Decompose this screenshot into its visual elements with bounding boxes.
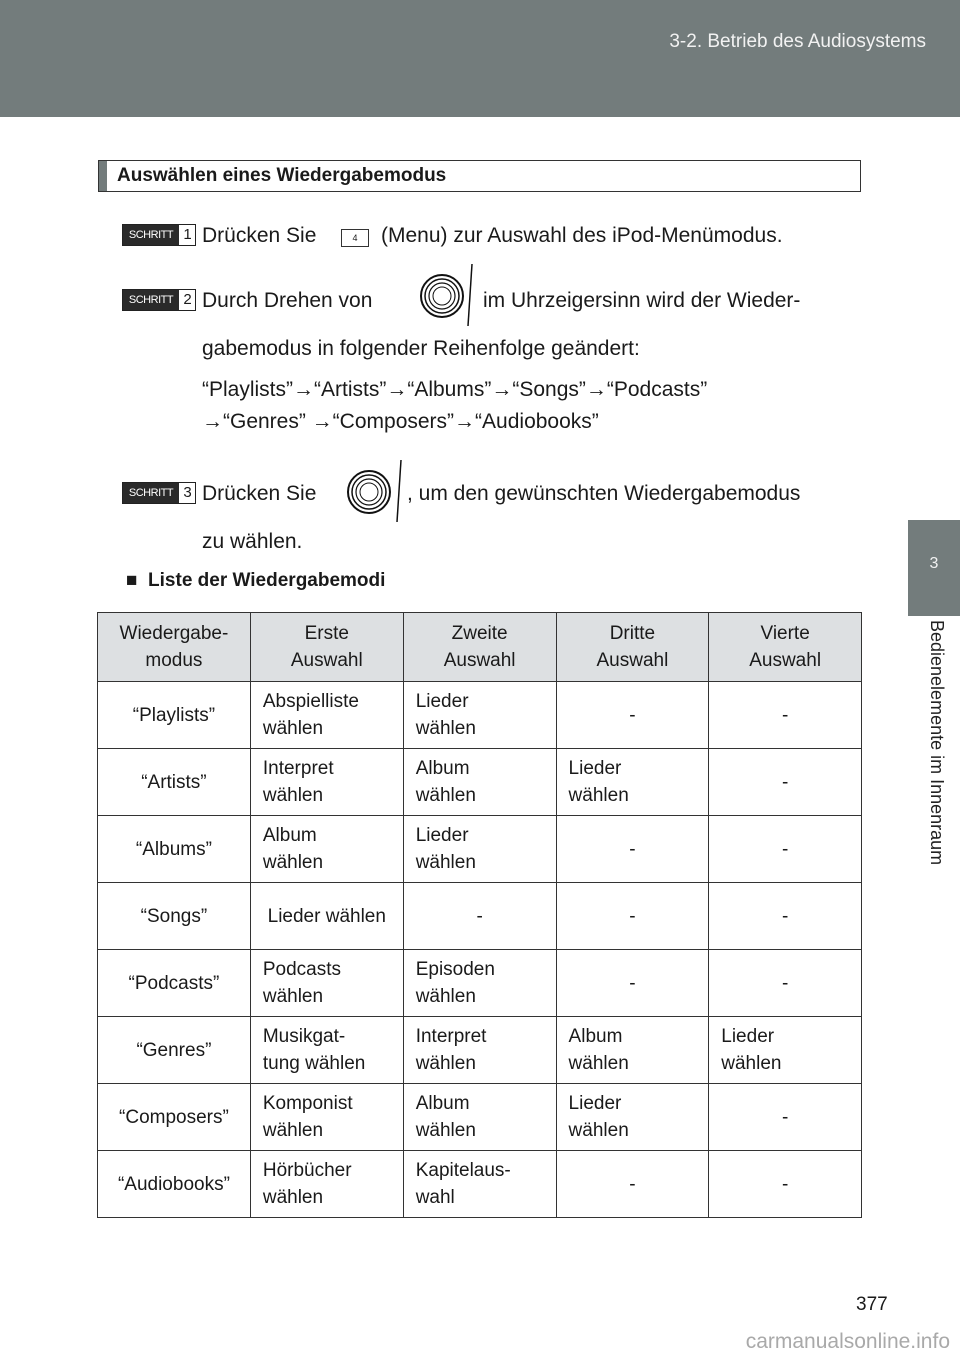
watermark: carmanualsonline.info	[745, 1330, 950, 1353]
selection-cell-line: -	[629, 905, 636, 927]
mode-cell: “Genres”	[98, 1017, 251, 1084]
step-badge-number: 3	[183, 484, 192, 501]
step-3-badge	[122, 482, 196, 504]
table-row	[98, 883, 862, 950]
selection-cell-line: Musikgat-	[262, 1026, 346, 1047]
selection-cell-line: Abspielliste	[262, 691, 359, 712]
column-header-line: Wiedergabe-	[119, 623, 229, 644]
selection-cell-line: wählen	[262, 785, 324, 806]
column-header-line: modus	[145, 650, 203, 671]
selection-cell	[403, 749, 556, 816]
selection-cell-line: Lieder	[568, 758, 622, 779]
selection-cell-line: Interpret	[415, 1026, 487, 1047]
selection-cell-line: tung wählen	[262, 1053, 366, 1074]
selection-cell	[250, 682, 403, 749]
step-2-sequence-line2: →“Genres” →“Composers”→“Audiobooks”	[202, 410, 599, 433]
step-3-text-post: , um den gewünschten Wiedergabemodus	[407, 482, 801, 505]
step-1-badge	[122, 224, 196, 246]
step-1-text-post: (Menu) zur Auswahl des iPod-Menümodus.	[381, 224, 783, 247]
selection-cell	[556, 1084, 709, 1151]
selection-cell	[403, 682, 556, 749]
selection-cell-line: wahl	[415, 1187, 455, 1208]
selection-cell	[403, 1017, 556, 1084]
header-band	[0, 0, 960, 117]
rotary-knob-icon	[412, 262, 476, 326]
column-header-line: Dritte	[609, 623, 656, 644]
list-heading-text: Liste der Wiedergabemodi	[148, 570, 386, 591]
selection-cell	[250, 1084, 403, 1151]
mode-cell: “Podcasts”	[98, 950, 251, 1017]
step-badge-number: 2	[183, 291, 192, 308]
selection-cell	[556, 883, 709, 950]
selection-cell-line: Podcasts	[262, 959, 342, 980]
chapter-number: 3	[929, 555, 939, 572]
selection-cell-line: -	[476, 905, 483, 927]
selection-cell	[250, 816, 403, 883]
step-badge-label: SCHRITT	[123, 225, 179, 245]
modes-table-header	[98, 613, 862, 682]
selection-cell-line: wählen	[721, 1053, 782, 1074]
column-header	[556, 613, 709, 682]
selection-cell-line: wählen	[415, 718, 476, 739]
section-heading-title: Auswählen eines Wiedergabemodus	[117, 165, 447, 186]
selection-cell-line: Lieder	[415, 691, 469, 712]
selection-cell	[709, 816, 862, 883]
selection-cell-line: Interpret	[262, 758, 334, 779]
modes-table-body	[98, 682, 862, 1218]
table-row	[98, 1084, 862, 1151]
table-header-row	[98, 613, 862, 682]
selection-cell-line: Komponist	[262, 1093, 353, 1114]
selection-cell	[556, 816, 709, 883]
column-header	[403, 613, 556, 682]
square-bullet-icon: ■	[126, 570, 138, 591]
table-row	[98, 749, 862, 816]
step-2-sequence-line1: “Playlists”→“Artists”→“Albums”→“Songs”→“Podcasts”	[202, 378, 708, 401]
selection-cell	[403, 883, 556, 950]
selection-cell	[250, 883, 403, 950]
selection-cell-line: -	[629, 838, 636, 860]
column-header-line: Auswahl	[443, 650, 516, 671]
selection-cell	[709, 1151, 862, 1218]
column-header-line: Erste	[304, 623, 349, 644]
selection-cell-line: Album	[415, 1093, 470, 1114]
selection-cell-line: wählen	[262, 1120, 324, 1141]
column-header	[250, 613, 403, 682]
selection-cell-line: wählen	[415, 1053, 476, 1074]
selection-cell	[556, 749, 709, 816]
selection-cell-line: -	[629, 972, 636, 994]
selection-cell	[709, 883, 862, 950]
selection-cell	[250, 1151, 403, 1218]
column-header	[709, 613, 862, 682]
selection-cell	[709, 1017, 862, 1084]
selection-cell	[556, 1017, 709, 1084]
selection-cell-line: Hörbücher	[262, 1160, 352, 1181]
step-2-text-post: im Uhrzeigersinn wird der Wieder-	[483, 289, 801, 312]
mode-cell: “Albums”	[98, 816, 251, 883]
selection-cell-line: Lieder	[721, 1026, 775, 1047]
selection-cell-line: wählen	[568, 1053, 629, 1074]
selection-cell-line: -	[781, 905, 789, 927]
table-row	[98, 816, 862, 883]
selection-cell-line: -	[781, 704, 789, 726]
selection-cell-line: Episoden	[415, 959, 495, 980]
mode-cell: “Artists”	[98, 749, 251, 816]
rotary-knob-icon	[341, 458, 405, 522]
selection-cell-line: -	[781, 1173, 789, 1195]
selection-cell	[709, 682, 862, 749]
column-header-line: Auswahl	[596, 650, 669, 671]
selection-cell-line: Kapitelaus-	[415, 1160, 511, 1181]
step-badge-label: SCHRITT	[123, 290, 179, 310]
step-2-text-line2: gabemodus in folgender Reihenfolge geändert:	[202, 337, 640, 360]
selection-cell	[250, 749, 403, 816]
mode-cell: “Audiobooks”	[98, 1151, 251, 1218]
selection-cell-line: wählen	[568, 1120, 629, 1141]
selection-cell-line: Album	[415, 758, 470, 779]
selection-cell	[403, 816, 556, 883]
selection-cell-line: Album	[262, 825, 317, 846]
selection-cell-line: wählen	[262, 718, 324, 739]
step-badge-number: 1	[183, 226, 192, 243]
selection-cell	[403, 1084, 556, 1151]
list-heading	[126, 570, 385, 592]
selection-cell-line: wählen	[262, 1187, 324, 1208]
selection-cell-line: wählen	[415, 1120, 476, 1141]
selection-cell-line: Lieder	[568, 1093, 622, 1114]
selection-cell	[556, 1151, 709, 1218]
step-3-text-line2: zu wählen.	[202, 530, 303, 553]
selection-cell	[709, 749, 862, 816]
selection-cell	[403, 1151, 556, 1218]
section-heading-bar	[99, 161, 107, 191]
selection-cell	[556, 950, 709, 1017]
mode-cell: “Playlists”	[98, 682, 251, 749]
step-badge-label: SCHRITT	[123, 483, 179, 503]
selection-cell-line: wählen	[262, 852, 324, 873]
mode-cell: “Songs”	[98, 883, 251, 950]
selection-cell-line: -	[781, 1106, 789, 1128]
column-header-line: Auswahl	[749, 650, 822, 671]
step-2-text-pre: Durch Drehen von	[202, 289, 373, 312]
selection-cell-line: -	[781, 972, 789, 994]
selection-cell-line: Lieder	[415, 825, 469, 846]
selection-cell	[250, 950, 403, 1017]
column-header-line: Vierte	[760, 623, 810, 644]
selection-cell	[709, 950, 862, 1017]
table-row	[98, 1017, 862, 1084]
chapter-label-text: Bedienelemente im Innenraum	[927, 620, 947, 866]
selection-cell-line: wählen	[415, 852, 476, 873]
selection-cell	[709, 1084, 862, 1151]
step-2-badge	[122, 289, 196, 311]
selection-cell-line: -	[629, 704, 636, 726]
section-heading	[98, 160, 861, 192]
selection-cell-line: wählen	[568, 785, 629, 806]
selection-cell	[403, 950, 556, 1017]
selection-cell-line: Lieder wählen	[267, 905, 386, 927]
column-header-line: Auswahl	[290, 650, 363, 671]
chapter-label	[924, 620, 948, 910]
column-header	[98, 613, 251, 682]
header-section-title: 3-2. Betrieb des Audiosystems	[669, 31, 926, 52]
mode-cell: “Composers”	[98, 1084, 251, 1151]
selection-cell-line: Album	[568, 1026, 623, 1047]
step-1-text-pre: Drücken Sie	[202, 224, 317, 247]
selection-cell-line: wählen	[415, 785, 476, 806]
selection-cell-line: -	[781, 771, 789, 793]
selection-cell-line: -	[629, 1173, 636, 1195]
table-row	[98, 682, 862, 749]
step-3-text-pre: Drücken Sie	[202, 482, 317, 505]
table-row	[98, 1151, 862, 1218]
column-header-line: Zweite	[451, 623, 508, 644]
selection-cell	[556, 682, 709, 749]
selection-cell	[250, 1017, 403, 1084]
table-row	[98, 950, 862, 1017]
selection-cell-line: wählen	[262, 986, 324, 1007]
selection-cell-line: -	[781, 838, 789, 860]
page-number: 377	[856, 1294, 888, 1315]
modes-table	[97, 612, 862, 1218]
chapter-tab	[908, 520, 960, 616]
selection-cell-line: wählen	[415, 986, 476, 1007]
menu-key-4-icon: 4	[341, 229, 369, 247]
